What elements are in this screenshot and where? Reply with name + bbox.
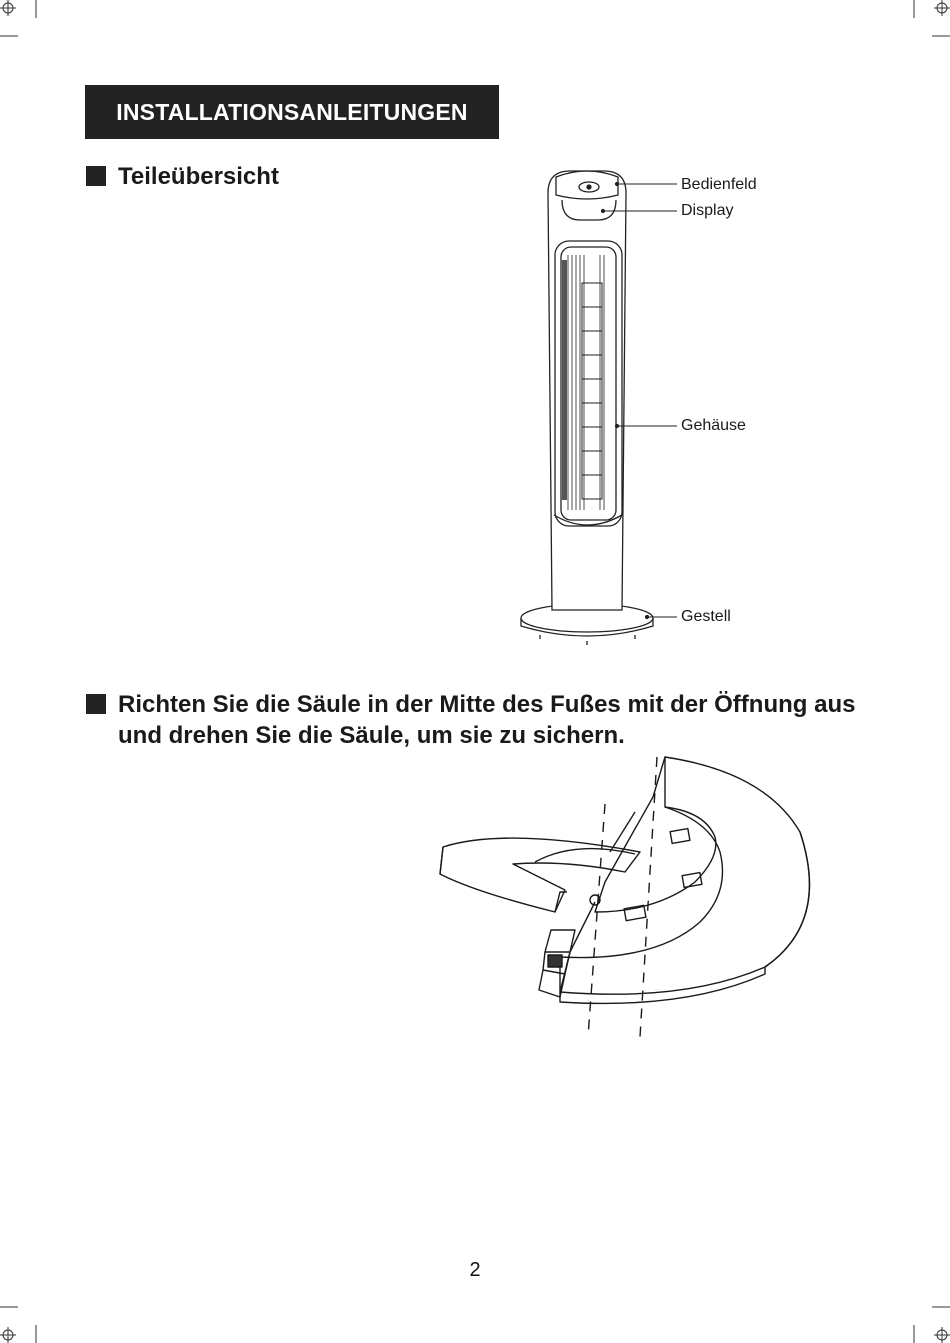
assembly-instruction-text: Richten Sie die Säule in der Mitte des Fußes mit der Öffnung aus und drehen Sie die Säule, um sie zu sichern.: [118, 691, 856, 749]
label-leader-lines: [595, 175, 685, 630]
label-housing: Gehäuse: [681, 417, 746, 434]
square-bullet-icon: [86, 166, 106, 186]
label-control-panel: Bedienfeld: [681, 176, 757, 193]
header-banner: [85, 85, 499, 139]
label-stand: Gestell: [681, 608, 731, 625]
parts-overview-title: Teileübersicht: [118, 163, 279, 190]
page-title: INSTALLATIONSANLEITUNGEN: [116, 98, 468, 125]
page-number: 2: [469, 1259, 481, 1281]
base-assembly-illustration: [435, 752, 825, 1042]
parts-overview-heading: [86, 161, 279, 192]
square-bullet-icon: [86, 694, 106, 714]
label-display: Display: [681, 202, 734, 219]
assembly-instruction: [86, 689, 886, 751]
